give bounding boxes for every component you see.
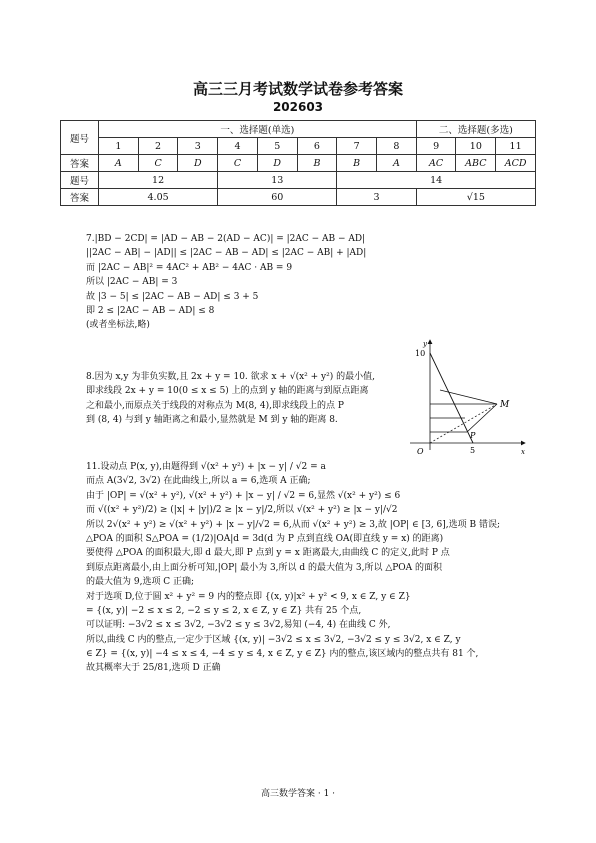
- answer-cell: A: [377, 155, 417, 172]
- point-m-label: M: [500, 400, 510, 410]
- solution-line: ||2AC − AB| − |AD|| ≤ |2AC − AB − AD| ≤ |2AC − AB| + |AD|: [86, 248, 367, 259]
- solution-line: 所以 2√(x² + y²) ≥ √(x² + y²) + |x − y|/√2 = 6,从而 √(x² + y²) ≥ 3,故 |OP| ∈ [3, 6],选项 B 错误;: [86, 519, 501, 530]
- fill-header-label: 题号: [61, 172, 99, 189]
- answer-table: [60, 120, 536, 206]
- solution-line: 的最大值为 9,选项 C 正确;: [86, 577, 195, 588]
- question-number: 9: [416, 138, 456, 155]
- answer-cell: D: [257, 155, 297, 172]
- question-number: 8: [377, 138, 417, 155]
- solution-line: ∈ Z} = {(x, y)| −4 ≤ x ≤ 4, −4 ≤ y ≤ 4, x ∈ Z, y ∈ Z} 内的整点,该区域内的整点共有 81 个,: [86, 649, 479, 660]
- fill-answer-cell: 3: [337, 189, 416, 206]
- solution-line: 即 2 ≤ |2AC − AB − AD| ≤ 8: [86, 305, 215, 316]
- table-row: [61, 155, 536, 172]
- solution-line: 而 √((x² + y²)/2) ≥ (|x| + |y|)/2 ≥ |x − y|/2,所以 √(x² + y²) ≥ |x − y|/√2: [86, 505, 398, 516]
- page-title: 高三三月考试数学试卷参考答案: [192, 80, 403, 98]
- solution-line: 故其概率大于 25/81,选项 D 正确: [86, 663, 221, 674]
- answer-cell: D: [178, 155, 218, 172]
- section-multi-choice: 二、选择题(多选): [416, 121, 535, 138]
- fill-answer-label: 答案: [61, 189, 99, 206]
- solution-line: = {(x, y)| −2 ≤ x ≤ 2, −2 ≤ y ≤ 2, x ∈ Z, y ∈ Z} 共有 25 个点,: [86, 605, 362, 616]
- point-p-label: P: [470, 431, 476, 440]
- y-axis-label: y: [423, 340, 427, 348]
- question-number: 10: [456, 138, 496, 155]
- solution-11: [86, 460, 500, 676]
- segment-line: [430, 353, 473, 443]
- fill-answer-cell: 4.05: [99, 189, 218, 206]
- table-header-label: 题号: [61, 121, 99, 155]
- answer-cell: ACD: [496, 155, 536, 172]
- y-tick-label: 10: [415, 349, 426, 358]
- table-row: [61, 138, 536, 155]
- solution-line: 对于选项 D,位于圆 x² + y² = 9 内的整点即 {(x, y)|x² + y² < 9, x ∈ Z, y ∈ Z}: [86, 591, 411, 602]
- solution-line: (或者坐标法,略): [86, 320, 150, 331]
- solution-line: 即求线段 2x + y = 10(0 ≤ x ≤ 5) 上的点到 y 轴的距离与到原点距离: [86, 386, 369, 397]
- solution-line: 7.|BD − 2CD| = |AD − AB − 2(AD − AC)| = |2AC − AB − AD|: [86, 234, 366, 244]
- question-number: 3: [178, 138, 218, 155]
- table-row: [61, 189, 536, 206]
- solution-line: 由于 |OP| = √(x² + y²), √(x² + y²) + |x − y| / √2 = 6,显然 √(x² + y²) ≤ 6: [86, 490, 401, 501]
- question-number: 4: [218, 138, 258, 155]
- solution-line: △POA 的面积 S△POA = (1/2)|OA|d = 3d(d 为 P 点到直线 OA(即直线 y = x) 的距离): [86, 533, 444, 544]
- solution-line: 故 |3 − 5| ≤ |2AC − AB − AD| ≤ 3 + 5: [86, 291, 259, 302]
- answer-cell: C: [218, 155, 258, 172]
- segment-line: [440, 390, 497, 404]
- solution-line: 之和最小,而原点关于线段的对称点为 M(8, 4),即求线段上的点 P: [86, 400, 344, 411]
- answer-cell: B: [337, 155, 377, 172]
- question-number: 12: [99, 172, 218, 189]
- answer-label: 答案: [61, 155, 99, 172]
- solution-line: 8.因为 x,y 为非负实数,且 2x + y = 10. 欲求 x + √(x² + y²) 的最小值,: [86, 372, 375, 382]
- solution-line: 到原点距离最小,由上面分析可知,|OP| 最小为 3,所以 d 的最大值为 3,所以 △POA 的面积: [86, 562, 443, 573]
- question-number: 2: [138, 138, 178, 155]
- x-tick-label: 5: [470, 446, 476, 455]
- answer-cell: ABC: [456, 155, 496, 172]
- fill-answer-cell: 60: [218, 189, 337, 206]
- solution-7: [86, 232, 366, 333]
- solution-line: 所以 |2AC − AB| = 3: [86, 277, 178, 288]
- solution-8: [86, 370, 375, 428]
- answer-cell: C: [138, 155, 178, 172]
- solution-line: 可以证明: −3√2 ≤ x ≤ 3√2, −3√2 ≤ y ≤ 3√2,易知 (−4, 4) 在曲线 C 外,: [86, 620, 391, 631]
- origin-label: O: [417, 447, 424, 456]
- question-number: 6: [297, 138, 337, 155]
- table-row: [61, 121, 536, 138]
- answer-cell: B: [297, 155, 337, 172]
- question-number: 14: [337, 172, 536, 189]
- x-axis-label: x: [521, 448, 525, 456]
- solution-line: 11.设动点 P(x, y),由题得到 √(x² + y²) + |x − y| / √2 = a: [86, 462, 326, 472]
- answer-cell: AC: [416, 155, 456, 172]
- solution-line: 而 |2AC − AB|² = 4AC² + AB² − 4AC · AB = 9: [86, 262, 293, 273]
- section-single-choice: 一、选择题(单选): [99, 121, 417, 138]
- fill-answer-cell: √15: [416, 189, 535, 206]
- table-row: [61, 172, 536, 189]
- page-subtitle: 202603: [272, 100, 324, 114]
- page-footer: 高三数学答案 · 1 ·: [260, 789, 336, 799]
- question-number: 11: [496, 138, 536, 155]
- answer-cell: A: [99, 155, 139, 172]
- solution-line: 要使得 △POA 的面积最大,即 d 最大,即 P 点到 y = x 距离最大,由曲线 C 的定义,此时 P 点: [86, 548, 450, 559]
- solution-line: 所以,曲线 C 内的整点,一定少于区域 {(x, y)| −3√2 ≤ x ≤ 3√2, −3√2 ≤ y ≤ 3√2, x ∈ Z, y: [86, 634, 461, 645]
- question-number: 13: [218, 172, 337, 189]
- segment-line: [467, 404, 497, 432]
- question-number: 7: [337, 138, 377, 155]
- solution-line: 到 (8, 4) 与到 y 轴距离之和最小,显然就是 M 到 y 轴的距离 8.: [86, 415, 338, 426]
- geometry-figure: [405, 338, 535, 458]
- solution-line: 而点 A(3√2, 3√2) 在此曲线上,所以 a = 6,选项 A 正确;: [86, 476, 311, 487]
- question-number: 1: [99, 138, 139, 155]
- question-number: 5: [257, 138, 297, 155]
